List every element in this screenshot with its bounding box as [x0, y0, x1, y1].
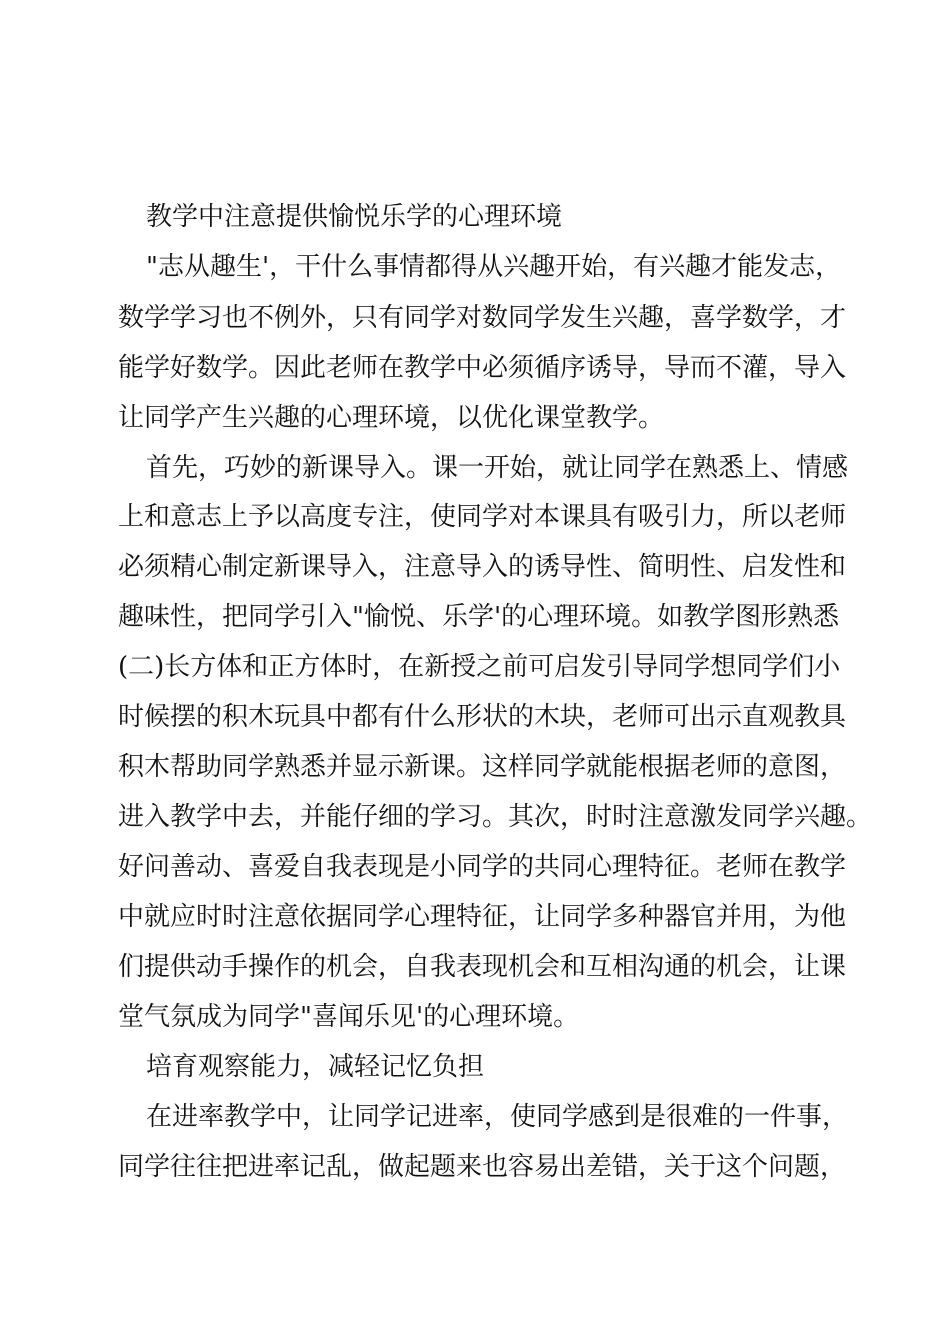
- paragraph-line: "志从趣生'，干什么事情都得从兴趣开始，有兴趣才能发志，: [146, 252, 842, 282]
- paragraph-line: 让同学产生兴趣的心理环境，以优化课堂教学。: [118, 403, 665, 433]
- section-heading-1: 教学中注意提供愉悦乐学的心理环境: [146, 202, 563, 232]
- paragraph-line: 趣味性，把同学引入"愉悦、乐学'的心理环境。如教学图形熟悉: [118, 602, 840, 632]
- paragraph-line: 积木帮助同学熟悉并显示新课。这样同学就能根据老师的意图，: [118, 752, 847, 782]
- paragraph-line: 首先，巧妙的新课导入。课一开始，就让同学在熟悉上、情感: [146, 453, 849, 483]
- paragraph-line: 堂气氛成为同学"喜闻乐见'的心理环境。: [118, 1002, 580, 1032]
- paragraph-line: 进入教学中去，并能仔细的学习。其次，时时注意激发同学兴趣。: [118, 802, 873, 832]
- paragraph-line: 能学好数学。因此老师在教学中必须循序诱导，导而不灌，导入: [118, 353, 847, 383]
- section-heading-2: 培育观察能力，减轻记忆负担: [146, 1052, 485, 1082]
- paragraph-line: (二)长方体和正方体时，在新授之前可启发引导同学想同学们小: [118, 652, 841, 682]
- paragraph-line: 们提供动手操作的机会，自我表现机会和互相沟通的机会，让课: [118, 952, 847, 982]
- paragraph-line: 好问善动、喜爱自我表现是小同学的共同心理特征。老师在教学: [118, 852, 847, 882]
- paragraph-line: 在进率教学中，让同学记进率，使同学感到是很难的一件事，: [146, 1102, 849, 1132]
- paragraph-line: 中就应时时注意依据同学心理特征，让同学多种器官并用，为他: [118, 902, 847, 932]
- paragraph-line: 时候摆的积木玩具中都有什么形状的木块，老师可出示直观教具: [118, 702, 847, 732]
- paragraph-line: 同学往往把进率记乱，做起题来也容易出差错，关于这个问题，: [118, 1152, 847, 1182]
- paragraph-line: 上和意志上予以高度专注，使同学对本课具有吸引力，所以老师: [118, 502, 847, 532]
- paragraph-line: 数学学习也不例外，只有同学对数同学发生兴趣，喜学数学，才: [118, 303, 847, 333]
- paragraph-line: 必须精心制定新课导入，注意导入的诱导性、简明性、启发性和: [118, 552, 847, 582]
